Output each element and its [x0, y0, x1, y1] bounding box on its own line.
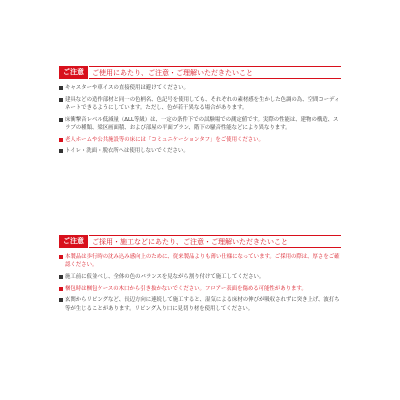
list-item: 梱包時は梱包ケースの木口から引き抜かないでください。フロアー表面を傷める可能性があります。	[59, 285, 341, 293]
list-item: 施工前に仮並べし、全体の色のバランスを見ながら割り付けて施工してください。	[59, 273, 341, 281]
caution-label: ご注意	[59, 66, 89, 79]
caution-label: ご注意	[59, 235, 89, 248]
section-title: ご採用・施工などにあたり、ご注意・ご理解いただきたいこと	[89, 235, 341, 248]
list-item: 玄関からリビングなど、長辺方向に連続して施工すると、湿気による床材の伸びが吸収されずに突き上げ、波打ち等が生じることがあります。リビング入り口に見切り材を使用してください。	[59, 296, 341, 313]
section-title: ご使用にあたり、ご注意・ご理解いただきたいこと	[89, 66, 341, 79]
list-item: トイレ・洗面・脱衣所へは使用しないでください。	[59, 147, 341, 155]
list-item: 建具などの造作部材と同一の色柄名、色記号を使用しても、それぞれの素材感を生かした色調の為、空間コーディネートできるようにしています。ただし、色が若干異なる場合があります。	[59, 96, 341, 113]
list-item: 本製品は歩行時の沈み込み感向上のために、従来製品よりも薄い仕様になっています。ご採用の際は、厚さをご確認ください。	[59, 253, 341, 270]
notice-list	[59, 253, 341, 313]
list-item: 床衝撃音レベル低減量（ΔLL等級）は、一定の条件下での試験場での測定値です。実際の性能は、建物の構造、スラブの種類、梁区画面積、および部屋の平面プラン、階下の騒音性能などにより異なります。	[59, 116, 341, 133]
notice-section-usage	[59, 66, 341, 159]
notice-list	[59, 84, 341, 156]
section-header	[59, 235, 341, 248]
section-header	[59, 66, 341, 79]
list-item: キャスターや車イスの直接使用は避けてください。	[59, 84, 341, 92]
list-item: 老人ホームや公共施設等の床には「コミュニケーションタフ」をご使用ください。	[59, 136, 341, 144]
notice-section-installation	[59, 235, 341, 316]
